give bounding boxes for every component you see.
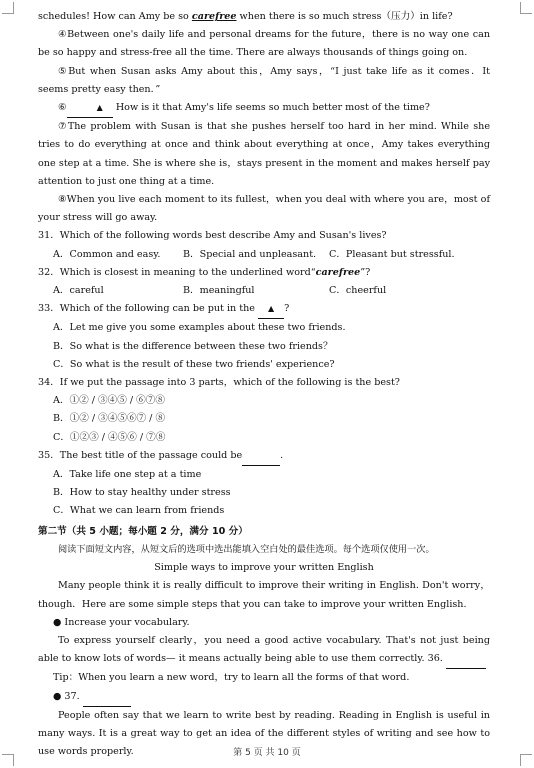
tip-text: Tip：When you learn a new word，try to learn all the forms of that word.	[53, 672, 410, 684]
question-31: 31．Which of the following words best describe Amy and Susan's lives?	[38, 230, 387, 242]
option-b: B．Special and unpleasant.	[183, 248, 317, 260]
section-instructions: 阅读下面短文内容，从短文后的选项中选出能填入空白处的最佳选项。每个选项仅使用一次。	[58, 543, 435, 555]
answer-blank-36	[446, 650, 486, 669]
paragraph-7: ⑦The problem with Susan is that she pushes herself too hard in her mind. While she tries to do everything at once and think about everything at once，Amy takes everything one step at a time. She is where she is，stays present in the moment and makes herself pay attention to just one thing at a time.	[38, 121, 490, 187]
option-c: C．What we can learn from friends	[53, 505, 225, 517]
option-a: A．Take life one step at a time	[53, 469, 202, 481]
option-a: A．①② / ③④⑤ / ⑥⑦⑧	[53, 395, 165, 407]
article-paragraph-3: People often say that we learn to write best by reading. Reading in English is useful in many ways. It is a great way to get an idea of the different styles of writing and see how to use words properly.	[38, 709, 490, 758]
option-c: C．Pleasant but stressful.	[329, 248, 455, 260]
option-c: C．①②③ / ④⑤⑥ / ⑦⑧	[53, 431, 166, 443]
question-32-options	[38, 282, 490, 300]
section-heading: 第二节（共 5 小题；每小题 2 分，满分 10 分）	[38, 525, 248, 537]
blank-triangle: ▲	[258, 300, 284, 319]
paragraph-8: ⑧When you live each moment to its fullest，when you deal with where you are，most of your stress will go away.	[38, 194, 490, 224]
underlined-word: carefree	[191, 11, 237, 22]
question-31-options	[38, 246, 490, 264]
option-b: B．meaningful	[183, 285, 255, 297]
paragraph-5: ⑤But when Susan asks Amy about this，Amy says，“I just take life as it comes．It seems pretty easy then．”	[38, 65, 490, 95]
option-b: B．How to stay healthy under stress	[53, 487, 231, 499]
exam-page	[38, 8, 490, 761]
paragraph-6: ⑥ ▲ How is it that Amy's life seems so much better most of the time?	[38, 99, 490, 118]
passage-line-1: schedules! How can Amy be so carefree when there is so much stress（压力）in life?	[38, 11, 453, 22]
option-a: A．Common and easy.	[53, 248, 161, 260]
blank-triangle: ▲	[67, 99, 113, 118]
article-title: Simple ways to improve your written English	[154, 562, 374, 574]
paragraph-4: ④Between one's daily life and personal dreams for the future，there is no way one can be so happy and stress-free all the time. There are always thousands of things going on.	[38, 29, 490, 59]
answer-blank-37	[83, 688, 131, 707]
bullet-increase-vocabulary: ● Increase your vocabulary.	[53, 616, 190, 628]
crop-mark-top-right	[520, 2, 532, 14]
option-b: B．①② / ③④⑤⑥⑦ / ⑧	[53, 413, 166, 425]
option-c: C．So what is the result of these two friends' experience?	[53, 358, 335, 370]
option-a: A．careful	[53, 285, 104, 297]
article-paragraph-1: Many people think it is really difficult to improve their writing in English. Don't worry，though．Here are some simple steps that you can take to improve your written English.	[38, 580, 490, 610]
question-35: 35．The best title of the passage could be .	[38, 447, 490, 466]
question-33: 33．Which of the following can be put in the ▲ ?	[38, 300, 490, 319]
option-a: A．Let me give you some examples about these two friends.	[53, 322, 346, 334]
crop-mark-top-left	[2, 2, 14, 14]
bullet-37: ● 37.	[38, 688, 490, 707]
answer-blank	[242, 447, 280, 466]
page-footer: 第 5 页 共 10 页	[233, 748, 301, 758]
question-34: 34．If we put the passage into 3 parts，which of the following is the best?	[38, 377, 400, 389]
option-b: B．So what is the difference between these two friends？	[53, 340, 333, 352]
article-paragraph-2: To express yourself clearly，you need a good active vocabulary. That's not just being able to know lots of words— it means actually being able to use them correctly. 36.	[38, 632, 490, 669]
question-32: 32．Which is closest in meaning to the underlined word“carefree”?	[38, 266, 371, 278]
option-c: C．cheerful	[329, 285, 387, 297]
